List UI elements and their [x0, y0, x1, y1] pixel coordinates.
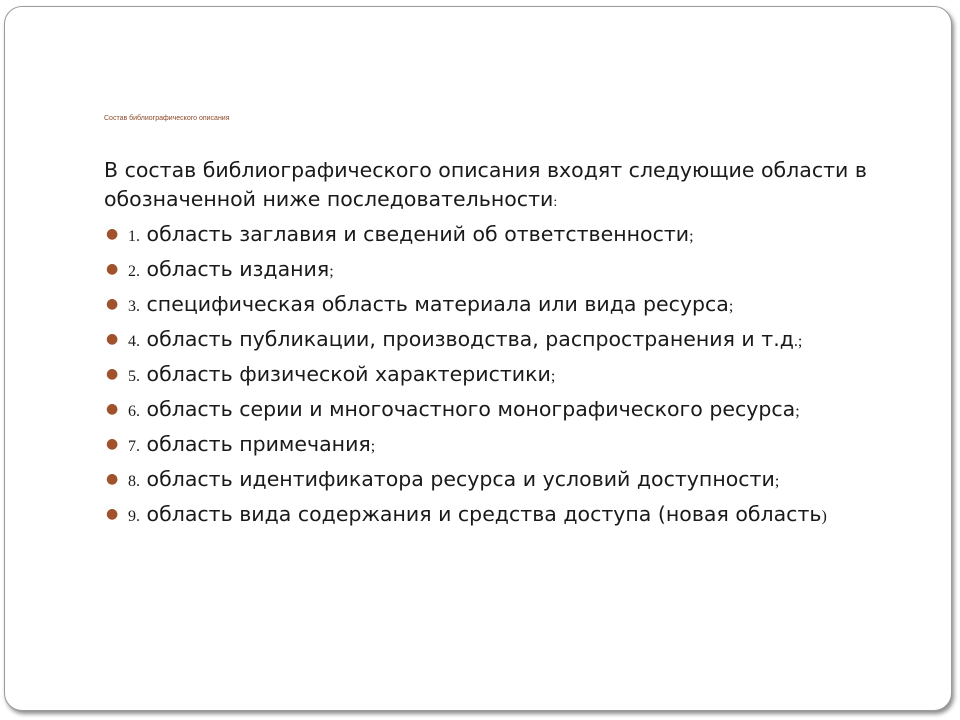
item-number: 4. — [128, 333, 140, 350]
item-text: область физической характеристики — [146, 362, 551, 386]
list-item — [104, 290, 884, 321]
item-end: ; — [550, 368, 556, 385]
bullet-icon: ● — [106, 226, 119, 242]
item-end: ; — [689, 228, 694, 245]
bullet-icon: ● — [106, 366, 119, 382]
item-number: 5. — [128, 368, 140, 385]
item-text: специфическая область материала или вида ресурса — [146, 292, 729, 316]
list-item — [104, 430, 884, 461]
item-text: область издания — [146, 257, 330, 281]
item-end: ) — [821, 508, 827, 525]
item-end: ; — [370, 438, 376, 455]
item-number: 8. — [128, 473, 140, 490]
bullet-icon: ● — [106, 436, 119, 452]
list-item — [104, 500, 884, 531]
bullet-icon: ● — [106, 401, 119, 417]
list-item — [104, 325, 884, 356]
bullet-icon: ● — [106, 331, 119, 347]
item-end: ; — [774, 473, 780, 490]
areas-list — [104, 220, 884, 531]
list-item — [104, 255, 884, 286]
list-item — [104, 220, 884, 251]
list-item — [104, 360, 884, 391]
item-number: 6. — [128, 403, 140, 420]
list-item — [104, 465, 884, 496]
item-end: ; — [795, 403, 800, 420]
bullet-icon: ● — [106, 471, 119, 487]
item-end: .; — [793, 333, 803, 350]
slide-title: Состав библиографического описания — [104, 115, 230, 122]
item-text: область публикации, производства, распространения и т.д — [146, 327, 794, 351]
item-text: область примечания — [146, 432, 371, 456]
bullet-icon: ● — [106, 506, 119, 522]
item-number: 9. — [128, 508, 140, 525]
intro-colon: : — [553, 195, 558, 210]
item-number: 2. — [128, 263, 140, 280]
item-text: область вида содержания и средства доступа (новая область — [146, 502, 822, 526]
item-text: область заглавия и сведений об ответственности — [146, 222, 690, 246]
item-end: ; — [728, 298, 734, 315]
intro-paragraph — [104, 156, 884, 217]
item-end: ; — [329, 263, 334, 280]
item-text: область идентификатора ресурса и условий доступности — [146, 467, 775, 491]
bullet-icon: ● — [106, 261, 119, 277]
slide-content — [104, 156, 884, 535]
item-number: 3. — [128, 298, 140, 315]
item-number: 7. — [128, 438, 140, 455]
item-number: 1. — [128, 228, 140, 245]
intro-text: В состав библиографического описания входят следующие области в обозначенной ниже последовательности — [104, 158, 867, 211]
item-text: область серии и многочастного монографического ресурса — [146, 397, 796, 421]
list-item — [104, 395, 884, 426]
bullet-icon: ● — [106, 296, 119, 312]
